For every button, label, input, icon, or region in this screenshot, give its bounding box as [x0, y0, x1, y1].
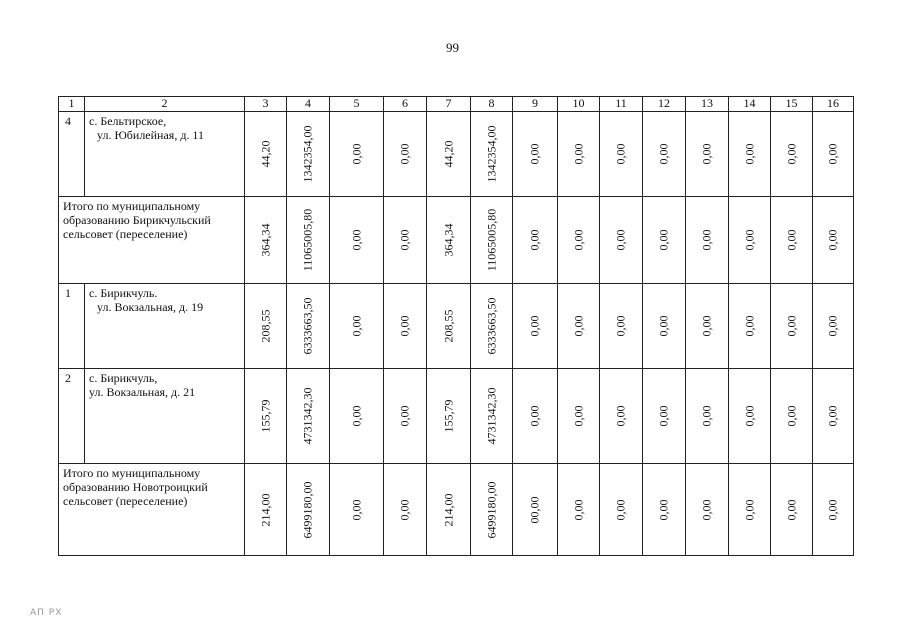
total-row: [59, 197, 854, 284]
value-cell: 4731342,30: [471, 369, 513, 464]
value-cell: 0,00: [813, 284, 854, 369]
col-header: 8: [471, 97, 513, 112]
value-cell: 0,00: [686, 197, 729, 284]
value-cell: 0,00: [384, 197, 427, 284]
value-cell: 6333663,50: [471, 284, 513, 369]
col-header: 13: [686, 97, 729, 112]
address-cell: [85, 369, 245, 464]
value-cell: 0,00: [771, 284, 813, 369]
value-cell: 0,00: [330, 369, 384, 464]
row-number: 2: [59, 369, 85, 464]
total-label-line: Бирикчульский сельсовет: [63, 213, 211, 241]
value-cell: 0,00: [643, 369, 686, 464]
value-cell: 00,00: [513, 464, 558, 556]
address-line: ул. Юбилейная, д. 11: [97, 128, 204, 142]
value-cell: 0,00: [813, 369, 854, 464]
total-label-line: образованию: [63, 213, 130, 227]
value-cell: 0,00: [558, 464, 600, 556]
total-row: [59, 464, 854, 556]
value-cell: 0,00: [384, 369, 427, 464]
page-number: 99: [446, 40, 459, 55]
value-cell: 0,00: [643, 112, 686, 197]
data-table: [58, 96, 854, 556]
col-header: 4: [287, 97, 330, 112]
address-line: ул. Вокзальная, д. 19: [97, 300, 204, 314]
value-cell: 155,79: [245, 369, 287, 464]
address-cell: [85, 112, 245, 197]
value-cell: 208,55: [427, 284, 471, 369]
value-cell: 0,00: [600, 197, 643, 284]
value-cell: 364,34: [245, 197, 287, 284]
total-label-line: Новотроицкий сельсовет: [63, 480, 208, 508]
address-cell: [85, 284, 245, 369]
value-cell: 0,00: [813, 464, 854, 556]
value-cell: 0,00: [384, 112, 427, 197]
table-row: [59, 284, 854, 369]
value-cell: 44,20: [427, 112, 471, 197]
table-row: [59, 112, 854, 197]
value-cell: 0,00: [729, 197, 771, 284]
value-cell: 0,00: [813, 197, 854, 284]
value-cell: 0,00: [729, 112, 771, 197]
value-cell: 0,00: [729, 369, 771, 464]
archive-stamp: АП РХ: [30, 608, 63, 618]
value-cell: 0,00: [771, 369, 813, 464]
address-line: с. Бирикчуль,: [89, 371, 158, 385]
value-cell: 0,00: [600, 284, 643, 369]
value-cell: 0,00: [771, 112, 813, 197]
value-cell: 1342354,00: [471, 112, 513, 197]
address-line: с. Бирикчуль.: [89, 286, 158, 300]
value-cell: 0,00: [330, 197, 384, 284]
value-cell: 0,00: [600, 369, 643, 464]
value-cell: 0,00: [384, 284, 427, 369]
value-cell: 214,00: [245, 464, 287, 556]
col-header: 5: [330, 97, 384, 112]
value-cell: 0,00: [686, 284, 729, 369]
value-cell: 0,00: [813, 112, 854, 197]
col-header: 12: [643, 97, 686, 112]
value-cell: 4731342,30: [287, 369, 330, 464]
value-cell: 0,00: [686, 464, 729, 556]
value-cell: 0,00: [771, 464, 813, 556]
value-cell: 0,00: [558, 284, 600, 369]
value-cell: 0,00: [558, 369, 600, 464]
value-cell: 0,00: [643, 197, 686, 284]
address-line: ул. Вокзальная, д. 21: [89, 385, 196, 399]
value-cell: 0,00: [330, 112, 384, 197]
col-header: 10: [558, 97, 600, 112]
value-cell: 208,55: [245, 284, 287, 369]
value-cell: 0,00: [513, 284, 558, 369]
col-header: 16: [813, 97, 854, 112]
col-header: 11: [600, 97, 643, 112]
col-header: 14: [729, 97, 771, 112]
total-label-line: Итого по муниципальному: [63, 466, 201, 480]
value-cell: 0,00: [330, 464, 384, 556]
value-cell: 0,00: [643, 464, 686, 556]
value-cell: 11065005,80: [471, 197, 513, 284]
value-cell: 0,00: [686, 369, 729, 464]
col-header: 6: [384, 97, 427, 112]
value-cell: 44,20: [245, 112, 287, 197]
value-cell: 0,00: [513, 369, 558, 464]
row-number: 1: [59, 284, 85, 369]
total-label-line: образованию: [63, 480, 130, 494]
value-cell: 6333663,50: [287, 284, 330, 369]
total-label-line: Итого по муниципальному: [63, 199, 201, 213]
col-header: 15: [771, 97, 813, 112]
total-label-cell: [59, 464, 245, 556]
value-cell: 0,00: [330, 284, 384, 369]
value-cell: 1342354,00: [287, 112, 330, 197]
header-row: [59, 97, 854, 112]
value-cell: 11065005,80: [287, 197, 330, 284]
value-cell: 0,00: [558, 197, 600, 284]
value-cell: 0,00: [513, 112, 558, 197]
col-header: 7: [427, 97, 471, 112]
value-cell: 0,00: [729, 284, 771, 369]
row-number: 4: [59, 112, 85, 197]
address-line: с. Бельтирское,: [89, 114, 167, 128]
col-header: 2: [85, 97, 245, 112]
total-label-line: (переселение): [115, 494, 188, 508]
value-cell: 0,00: [513, 197, 558, 284]
value-cell: 0,00: [686, 112, 729, 197]
value-cell: 0,00: [558, 112, 600, 197]
table-row: [59, 369, 854, 464]
value-cell: 0,00: [600, 464, 643, 556]
value-cell: 364,34: [427, 197, 471, 284]
value-cell: 0,00: [643, 284, 686, 369]
value-cell: 0,00: [771, 197, 813, 284]
value-cell: 0,00: [600, 112, 643, 197]
value-cell: 6499180,00: [471, 464, 513, 556]
col-header: 3: [245, 97, 287, 112]
col-header: 1: [59, 97, 85, 112]
value-cell: 0,00: [729, 464, 771, 556]
value-cell: 6499180,00: [287, 464, 330, 556]
total-label-cell: [59, 197, 245, 284]
value-cell: 214,00: [427, 464, 471, 556]
value-cell: 155,79: [427, 369, 471, 464]
col-header: 9: [513, 97, 558, 112]
total-label-line: (переселение): [115, 227, 188, 241]
value-cell: 0,00: [384, 464, 427, 556]
